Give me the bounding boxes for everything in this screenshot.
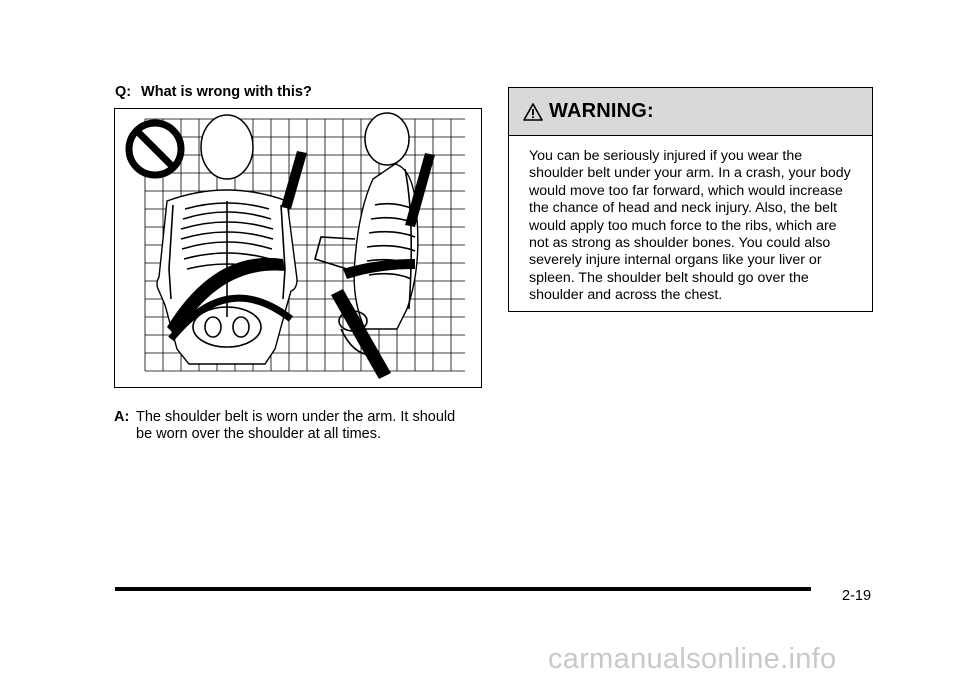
question-prefix: Q: xyxy=(115,84,132,100)
answer xyxy=(114,409,474,443)
question-text: What is wrong with this? xyxy=(141,84,312,100)
seatbelt-illustration xyxy=(114,108,482,388)
footer-rule xyxy=(115,587,811,591)
prohibition-sign-icon xyxy=(129,123,181,175)
page-number: 2-19 xyxy=(842,588,872,604)
answer-prefix: A: xyxy=(114,409,130,425)
warning-header xyxy=(509,88,872,136)
warning-title: WARNING: xyxy=(549,100,654,122)
warning-triangle-icon xyxy=(523,102,543,122)
watermark: carmanualsonline.info xyxy=(548,643,837,675)
warning-box xyxy=(508,87,873,312)
question xyxy=(115,84,312,100)
side-skeleton xyxy=(315,113,435,379)
answer-text: The shoulder belt is worn under the arm. It should be worn over the shoulder at all times. xyxy=(136,409,456,442)
skeleton-diagram xyxy=(115,109,481,386)
warning-body: You can be seriously injured if you wear the shoulder belt under your arm. In a crash, your body would move too far forward, which would increase the chance of head and neck injury. Also, the belt would apply too much force to the ribs, which are not as strong as shoulder bones. You could also severely injure internal organs like your liver or spleen. The shoulder belt should go over the shoulder and across the chest. xyxy=(529,148,851,304)
